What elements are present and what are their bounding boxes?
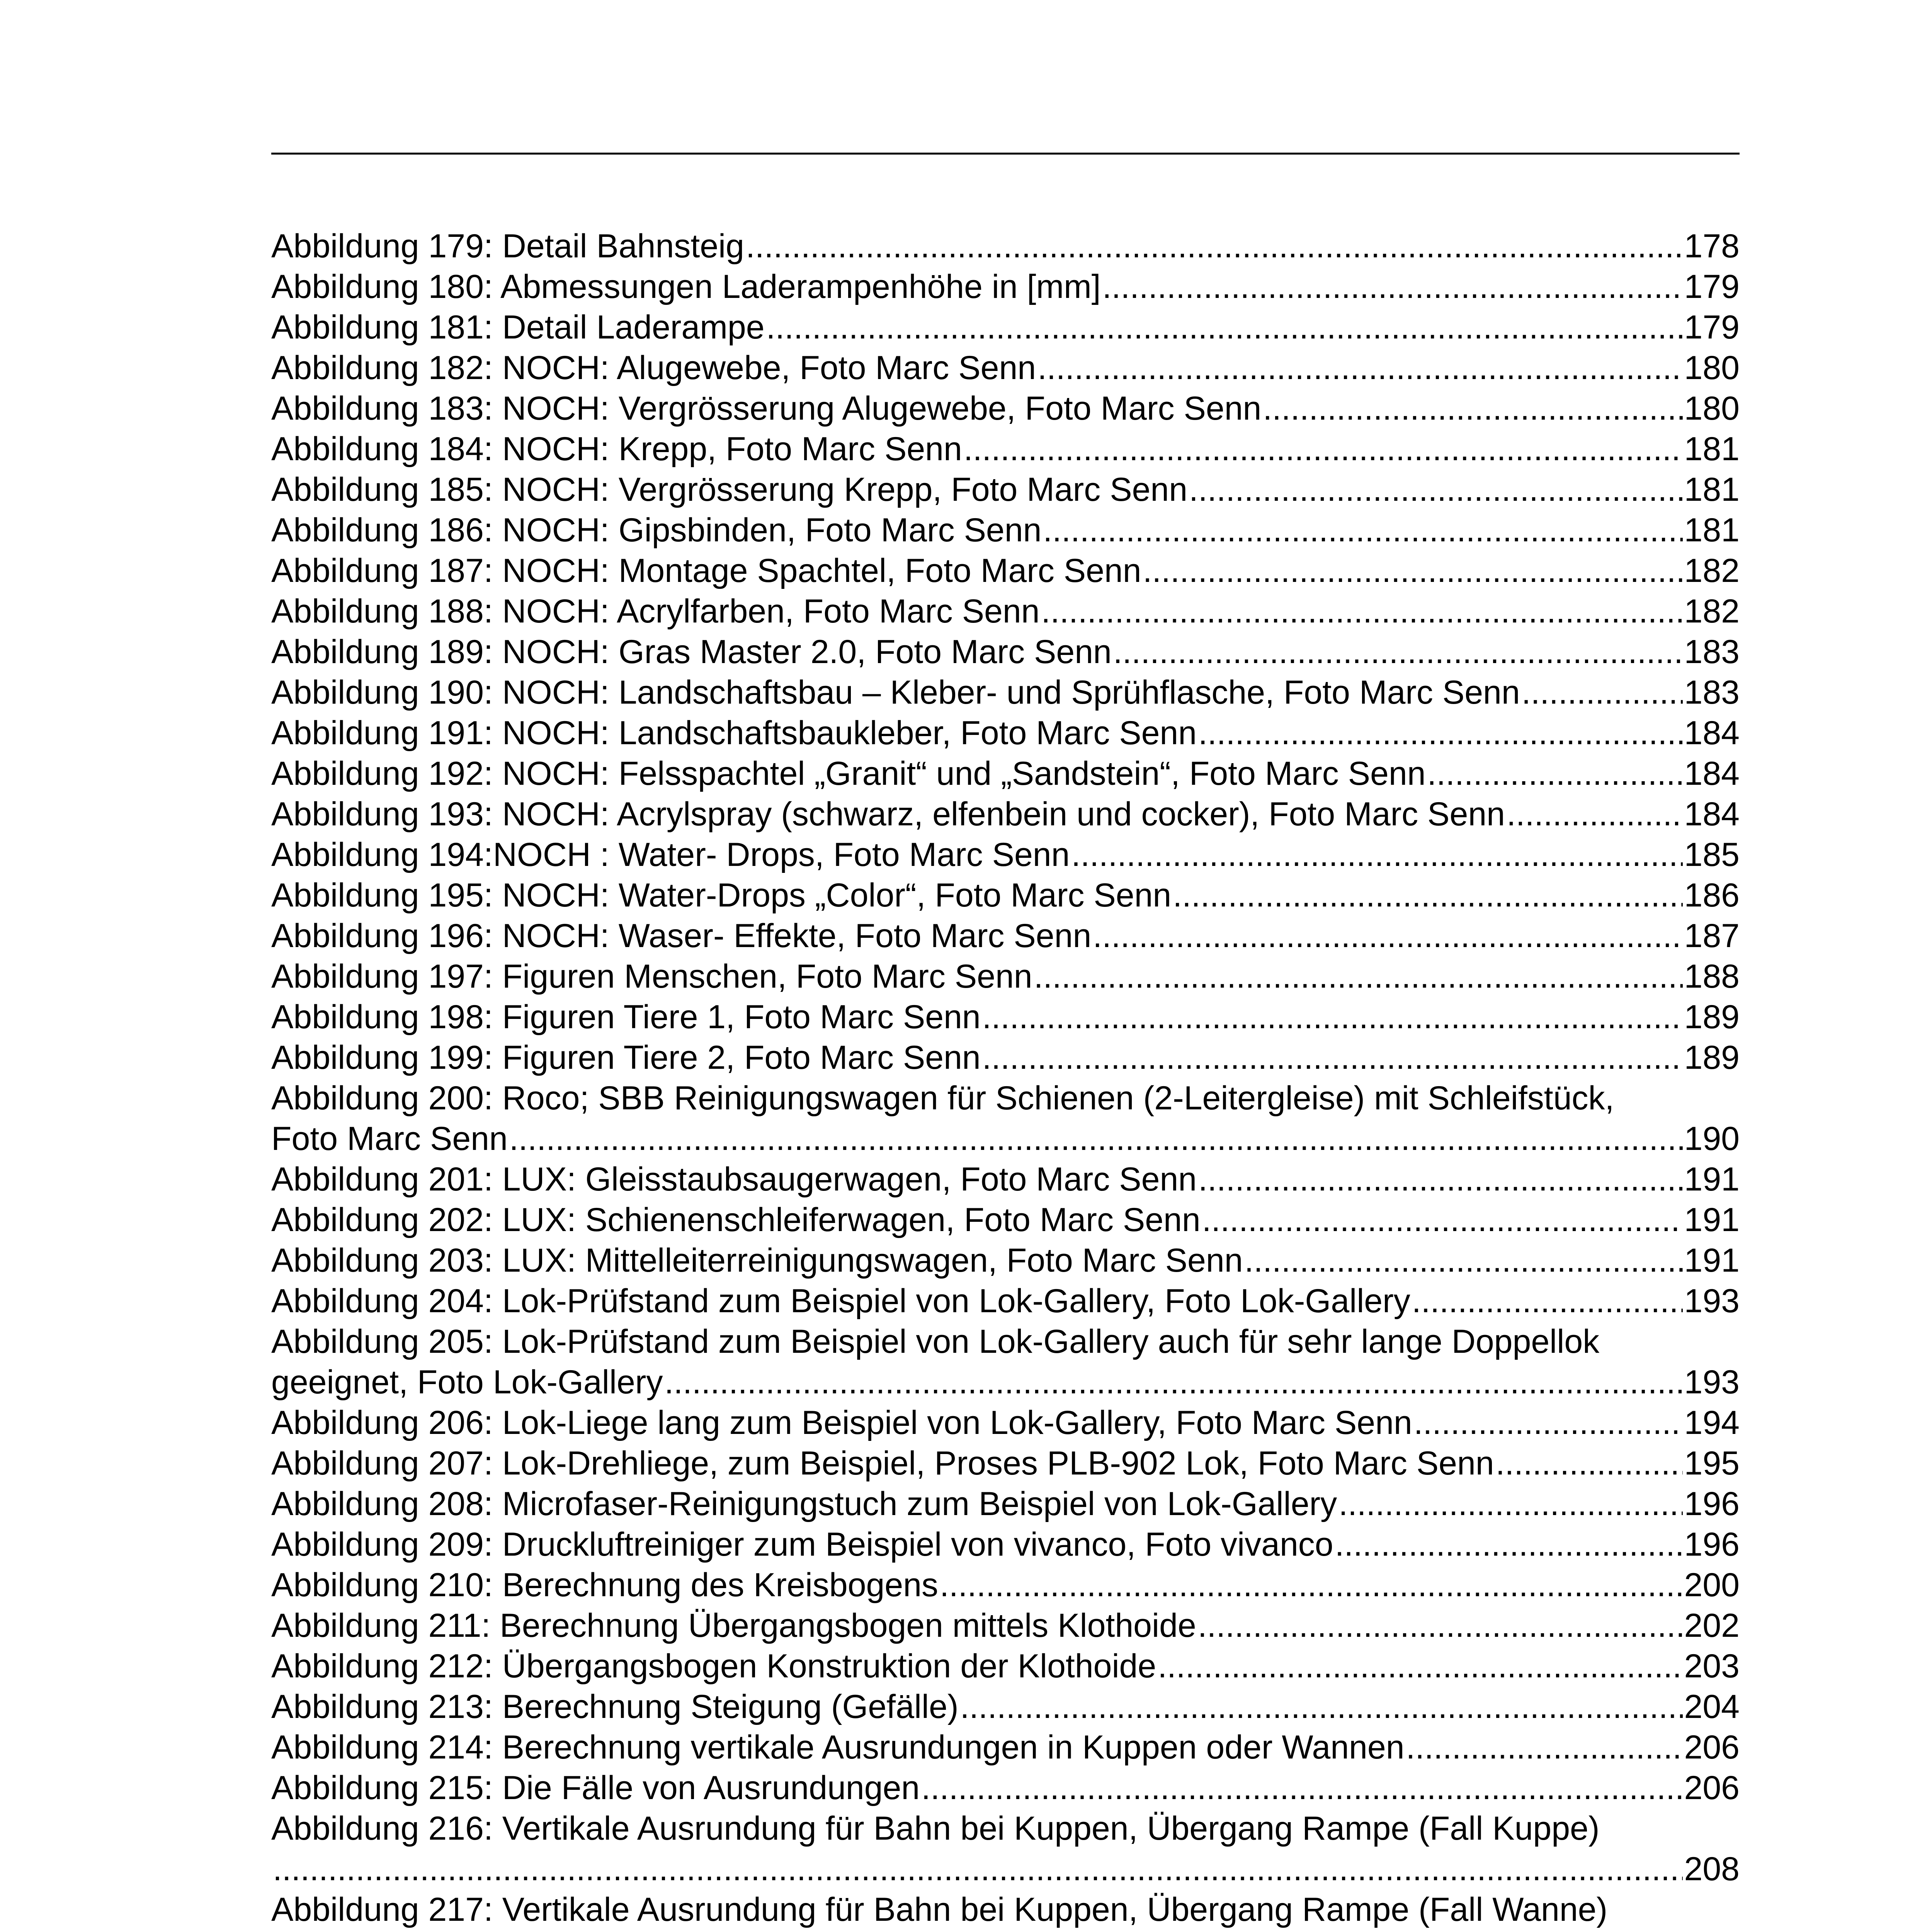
dot-leader — [1198, 713, 1682, 753]
toc-entry-page-number: 179 — [1684, 268, 1740, 305]
toc-entry-title: Abbildung 189: NOCH: Gras Master 2.0, Foto Marc Senn — [271, 633, 1112, 670]
dot-leader — [1158, 1646, 1682, 1687]
toc-entry-page-number: 184 — [1684, 755, 1740, 792]
dot-leader — [1263, 388, 1682, 429]
toc-entry-line — [271, 1565, 1740, 1605]
dot-leader — [1338, 1484, 1682, 1524]
toc-entry[interactable] — [271, 1037, 1740, 1078]
dot-leader — [1093, 916, 1682, 956]
dot-leader — [273, 1930, 1683, 1932]
toc-entry[interactable] — [271, 1281, 1740, 1321]
toc-entry-line — [271, 226, 1740, 267]
toc-entry-title: Abbildung 181: Detail Laderampe — [271, 309, 765, 346]
toc-entry[interactable] — [271, 1159, 1740, 1200]
toc-entry-title: Abbildung 194:NOCH : Water- Drops, Foto Marc Senn — [271, 836, 1070, 873]
toc-entry-line — [271, 348, 1740, 388]
toc-entry-title: Abbildung 200: Roco; SBB Reinigungswagen für Schienen (2-Leitergleise) mit Schleifstück, — [271, 1080, 1614, 1117]
dot-leader — [1143, 551, 1683, 591]
toc-entry-page-number: 203 — [1684, 1648, 1740, 1685]
toc-entry-page-number: 181 — [1684, 512, 1740, 549]
toc-entry[interactable] — [271, 1727, 1740, 1768]
toc-entry-page-number: 206 — [1684, 1729, 1740, 1766]
toc-entry[interactable] — [271, 1889, 1740, 1932]
dot-leader — [1198, 1159, 1682, 1200]
toc-entry-page-number: 184 — [1684, 796, 1740, 833]
toc-entry-page-number: 188 — [1684, 958, 1740, 995]
toc-entry[interactable] — [271, 429, 1740, 469]
toc-entry-page-number: 193 — [1684, 1364, 1740, 1401]
toc-entry-page-number: 191 — [1684, 1201, 1740, 1238]
toc-entry-line — [271, 1403, 1740, 1443]
toc-entry-line — [271, 1443, 1740, 1484]
toc-entry-line — [271, 916, 1740, 956]
toc-entry-page-number: 191 — [1684, 1242, 1740, 1279]
toc-entry-line — [271, 1240, 1740, 1281]
toc-entry-title: Abbildung 211: Berechnung Übergangsbogen mittels Klothoide — [271, 1607, 1196, 1644]
toc-entry-page-number: 187 — [1684, 917, 1740, 954]
toc-entry-page-number: 179 — [1684, 309, 1740, 346]
toc-entry-line — [271, 632, 1740, 672]
toc-entry-line — [271, 713, 1740, 753]
toc-entry-title: Abbildung 214: Berechnung vertikale Ausrundungen in Kuppen oder Wannen — [271, 1729, 1405, 1766]
toc-entry[interactable] — [271, 1768, 1740, 1808]
dot-leader — [1335, 1524, 1683, 1565]
toc-entry-page-number: 196 — [1684, 1526, 1740, 1563]
toc-entry[interactable] — [271, 1321, 1740, 1403]
toc-entry-title: Abbildung 216: Vertikale Ausrundung für Bahn bei Kuppen, Übergang Rampe (Fall Kuppe) — [271, 1810, 1600, 1847]
toc-entry-title: Abbildung 209: Druckluftreiniger zum Beispiel von vivanco, Foto vivanco — [271, 1526, 1333, 1563]
toc-entry[interactable] — [271, 1524, 1740, 1565]
toc-entry-page-number: 189 — [1684, 1039, 1740, 1076]
dot-leader — [1198, 1605, 1683, 1646]
toc-entry-title-continued: geeignet, Foto Lok-Gallery — [271, 1364, 663, 1401]
dot-leader — [746, 226, 1683, 267]
toc-entry[interactable] — [271, 469, 1740, 510]
toc-entry-line — [271, 1362, 1740, 1403]
toc-entry-page-number: 195 — [1684, 1445, 1740, 1482]
dot-leader — [1037, 348, 1682, 388]
toc-entry-title: Abbildung 207: Lok-Drehliege, zum Beispiel, Proses PLB-902 Lok, Foto Marc Senn — [271, 1445, 1494, 1482]
toc-entry-title: Abbildung 201: LUX: Gleisstaubsaugerwagen, Foto Marc Senn — [271, 1161, 1197, 1198]
toc-entry-title: Abbildung 208: Microfaser-Reinigungstuch zum Beispiel von Lok-Gallery — [271, 1485, 1337, 1522]
toc-entry-title: Abbildung 196: NOCH: Waser- Effekte, Foto Marc Senn — [271, 917, 1092, 954]
dot-leader — [1071, 835, 1682, 875]
toc-entry-page-number: 190 — [1684, 1120, 1740, 1157]
toc-entry-title: Abbildung 186: NOCH: Gipsbinden, Foto Marc Senn — [271, 512, 1042, 549]
toc-entry-page-number: 200 — [1684, 1566, 1740, 1604]
toc-entry[interactable] — [271, 1808, 1740, 1889]
toc-entry[interactable] — [271, 1565, 1740, 1605]
toc-entry-page-number: 182 — [1684, 552, 1740, 589]
dot-leader — [1412, 1281, 1683, 1321]
dot-leader — [1043, 510, 1682, 551]
dot-leader — [982, 997, 1683, 1037]
toc-entry[interactable] — [271, 956, 1740, 997]
toc-entry-title: Abbildung 217: Vertikale Ausrundung für Bahn bei Kuppen, Übergang Rampe (Fall Wanne) — [271, 1891, 1608, 1928]
dot-leader — [766, 307, 1683, 348]
toc-entry-line — [271, 997, 1740, 1037]
toc-entry-line — [271, 388, 1740, 429]
toc-entry-title: Abbildung 182: NOCH: Alugewebe, Foto Marc Senn — [271, 349, 1036, 386]
toc-entry-line — [271, 1605, 1740, 1646]
toc-entry-title: Abbildung 191: NOCH: Landschaftsbaukleber, Foto Marc Senn — [271, 714, 1197, 752]
toc-entry-page-number: 182 — [1684, 593, 1740, 630]
dot-leader — [1173, 875, 1682, 916]
toc-entry-page-number: 178 — [1684, 228, 1740, 265]
toc-entry-title: Abbildung 203: LUX: Mittelleiterreinigungswagen, Foto Marc Senn — [271, 1242, 1243, 1279]
toc-entry-title: Abbildung 187: NOCH: Montage Spachtel, Foto Marc Senn — [271, 552, 1141, 589]
toc-entry[interactable] — [271, 551, 1740, 591]
toc-entry-page-number: 194 — [1684, 1404, 1740, 1441]
dot-leader — [964, 429, 1683, 469]
toc-entry-line — [271, 1849, 1740, 1889]
toc-entry-page-number: 206 — [1684, 1769, 1740, 1806]
dot-leader — [1507, 794, 1682, 835]
header-rule — [271, 153, 1740, 155]
toc-entry[interactable] — [271, 1484, 1740, 1524]
toc-entry-line — [271, 1727, 1740, 1768]
toc-entry[interactable] — [271, 1200, 1740, 1240]
toc-entry-page-number: 193 — [1684, 1282, 1740, 1320]
toc-entry-line — [271, 591, 1740, 632]
dot-leader — [664, 1362, 1682, 1403]
toc-entry-line — [271, 1646, 1740, 1687]
toc-entry[interactable] — [271, 1443, 1740, 1484]
toc-entry-line — [271, 875, 1740, 916]
toc-entry-line — [271, 753, 1740, 794]
toc-entry[interactable] — [271, 307, 1740, 348]
toc-entry[interactable] — [271, 1078, 1740, 1159]
toc-entry-line — [271, 1119, 1740, 1159]
toc-entry-page-number: 181 — [1684, 430, 1740, 468]
toc-entry-title: Abbildung 213: Berechnung Steigung (Gefälle) — [271, 1688, 959, 1725]
dot-leader — [1034, 956, 1683, 997]
toc-entry-page-number: 208 — [1684, 1850, 1740, 1888]
toc-entry[interactable] — [271, 1646, 1740, 1687]
toc-entry[interactable] — [271, 875, 1740, 916]
dot-leader — [1041, 591, 1683, 632]
toc-entry-title-continued: Foto Marc Senn — [271, 1120, 508, 1157]
toc-entry-title: Abbildung 192: NOCH: Felsspachtel „Granit“ und „Sandstein“, Foto Marc Senn — [271, 755, 1426, 792]
toc-entry[interactable] — [271, 1240, 1740, 1281]
dot-leader — [1496, 1443, 1683, 1484]
dot-leader — [1414, 1403, 1683, 1443]
dot-leader — [1189, 469, 1682, 510]
toc-entry-line — [271, 1200, 1740, 1240]
dot-leader — [509, 1119, 1683, 1159]
toc-entry-title: Abbildung 185: NOCH: Vergrösserung Krepp, Foto Marc Senn — [271, 471, 1188, 508]
figure-list — [271, 226, 1740, 1932]
toc-entry[interactable] — [271, 348, 1740, 388]
toc-entry[interactable] — [271, 226, 1740, 267]
toc-entry-line — [271, 307, 1740, 348]
dot-leader — [1202, 1200, 1683, 1240]
toc-entry-line — [271, 267, 1740, 307]
toc-entry-page-number: 180 — [1684, 390, 1740, 427]
toc-entry-line — [271, 429, 1740, 469]
toc-entry-page-number — [1684, 1930, 1740, 1932]
dot-leader — [982, 1037, 1683, 1078]
dot-leader — [1406, 1727, 1683, 1768]
toc-entry[interactable] — [271, 672, 1740, 713]
toc-entry-line — [271, 551, 1740, 591]
toc-entry-title: Abbildung 179: Detail Bahnsteig — [271, 228, 744, 265]
dot-leader — [1113, 632, 1683, 672]
toc-entry-title: Abbildung 184: NOCH: Krepp, Foto Marc Senn — [271, 430, 962, 468]
toc-entry-title: Abbildung 198: Figuren Tiere 1, Foto Marc Senn — [271, 998, 981, 1036]
toc-entry[interactable] — [271, 1403, 1740, 1443]
toc-entry-line — [271, 956, 1740, 997]
toc-entry-line — [271, 469, 1740, 510]
toc-entry[interactable] — [271, 1687, 1740, 1727]
toc-entry-page-number: 185 — [1684, 836, 1740, 873]
toc-entry-page-number: 202 — [1684, 1607, 1740, 1644]
dot-leader — [940, 1565, 1682, 1605]
dot-leader — [1102, 267, 1683, 307]
toc-entry-title: Abbildung 193: NOCH: Acrylspray (schwarz, elfenbein und cocker), Foto Marc Senn — [271, 796, 1505, 833]
toc-entry-line — [271, 1159, 1740, 1200]
toc-entry-page-number: 186 — [1684, 877, 1740, 914]
toc-entry-page-number: 189 — [1684, 998, 1740, 1036]
toc-entry-line — [271, 510, 1740, 551]
toc-entry-line — [271, 1037, 1740, 1078]
toc-entry-title: Abbildung 215: Die Fälle von Ausrundungen — [271, 1769, 920, 1806]
toc-entry-title: Abbildung 190: NOCH: Landschaftsbau – Kleber- und Sprühflasche, Foto Marc Senn — [271, 674, 1520, 711]
toc-entry-title: Abbildung 202: LUX: Schienenschleiferwagen, Foto Marc Senn — [271, 1201, 1201, 1238]
toc-entry-line — [271, 1930, 1740, 1932]
toc-entry[interactable] — [271, 753, 1740, 794]
toc-entry-title: Abbildung 180: Abmessungen Laderampenhöhe in [mm] — [271, 268, 1101, 305]
toc-entry[interactable] — [271, 267, 1740, 307]
toc-entry[interactable] — [271, 1605, 1740, 1646]
toc-entry-title: Abbildung 210: Berechnung des Kreisbogens — [271, 1566, 939, 1604]
dot-leader — [1427, 753, 1683, 794]
toc-entry-line — [271, 1768, 1740, 1808]
toc-entry-page-number: 184 — [1684, 714, 1740, 752]
toc-entry[interactable] — [271, 510, 1740, 551]
toc-entry-title: Abbildung 188: NOCH: Acrylfarben, Foto Marc Senn — [271, 593, 1040, 630]
toc-entry-title: Abbildung 205: Lok-Prüfstand zum Beispiel von Lok-Gallery auch für sehr lange Doppellok — [271, 1323, 1600, 1360]
toc-entry-line — [271, 794, 1740, 835]
toc-entry[interactable] — [271, 388, 1740, 429]
toc-entry-line — [271, 1484, 1740, 1524]
toc-entry-title: Abbildung 197: Figuren Menschen, Foto Marc Senn — [271, 958, 1032, 995]
toc-entry-line — [271, 1524, 1740, 1565]
toc-entry-title: Abbildung 199: Figuren Tiere 2, Foto Marc Senn — [271, 1039, 981, 1076]
toc-entry[interactable] — [271, 794, 1740, 835]
toc-entry-title: Abbildung 206: Lok-Liege lang zum Beispiel von Lok-Gallery, Foto Marc Senn — [271, 1404, 1412, 1441]
toc-entry[interactable] — [271, 997, 1740, 1037]
dot-leader — [1522, 672, 1683, 713]
toc-entry[interactable] — [271, 591, 1740, 632]
dot-leader — [921, 1768, 1682, 1808]
toc-entry[interactable] — [271, 632, 1740, 672]
dot-leader — [1245, 1240, 1683, 1281]
toc-entry-line — [271, 1281, 1740, 1321]
toc-entry-line — [271, 1687, 1740, 1727]
toc-entry-page-number: 181 — [1684, 471, 1740, 508]
toc-entry-page-number: 180 — [1684, 349, 1740, 386]
toc-entry-page-number: 204 — [1684, 1688, 1740, 1725]
toc-entry-page-number: 183 — [1684, 674, 1740, 711]
toc-entry-line — [271, 835, 1740, 875]
toc-entry-page-number: 183 — [1684, 633, 1740, 670]
toc-entry[interactable] — [271, 835, 1740, 875]
toc-entry-page-number: 196 — [1684, 1485, 1740, 1522]
toc-entry[interactable] — [271, 916, 1740, 956]
toc-entry-title: Abbildung 204: Lok-Prüfstand zum Beispiel von Lok-Gallery, Foto Lok-Gallery — [271, 1282, 1410, 1320]
toc-entry-line — [271, 672, 1740, 713]
dot-leader — [273, 1849, 1683, 1889]
toc-entry-title: Abbildung 212: Übergangsbogen Konstruktion der Klothoide — [271, 1648, 1156, 1685]
dot-leader — [960, 1687, 1683, 1727]
toc-entry-page-number: 191 — [1684, 1161, 1740, 1198]
toc-entry-title: Abbildung 183: NOCH: Vergrösserung Alugewebe, Foto Marc Senn — [271, 390, 1262, 427]
toc-entry[interactable] — [271, 713, 1740, 753]
toc-entry-title: Abbildung 195: NOCH: Water-Drops „Color“, Foto Marc Senn — [271, 877, 1172, 914]
